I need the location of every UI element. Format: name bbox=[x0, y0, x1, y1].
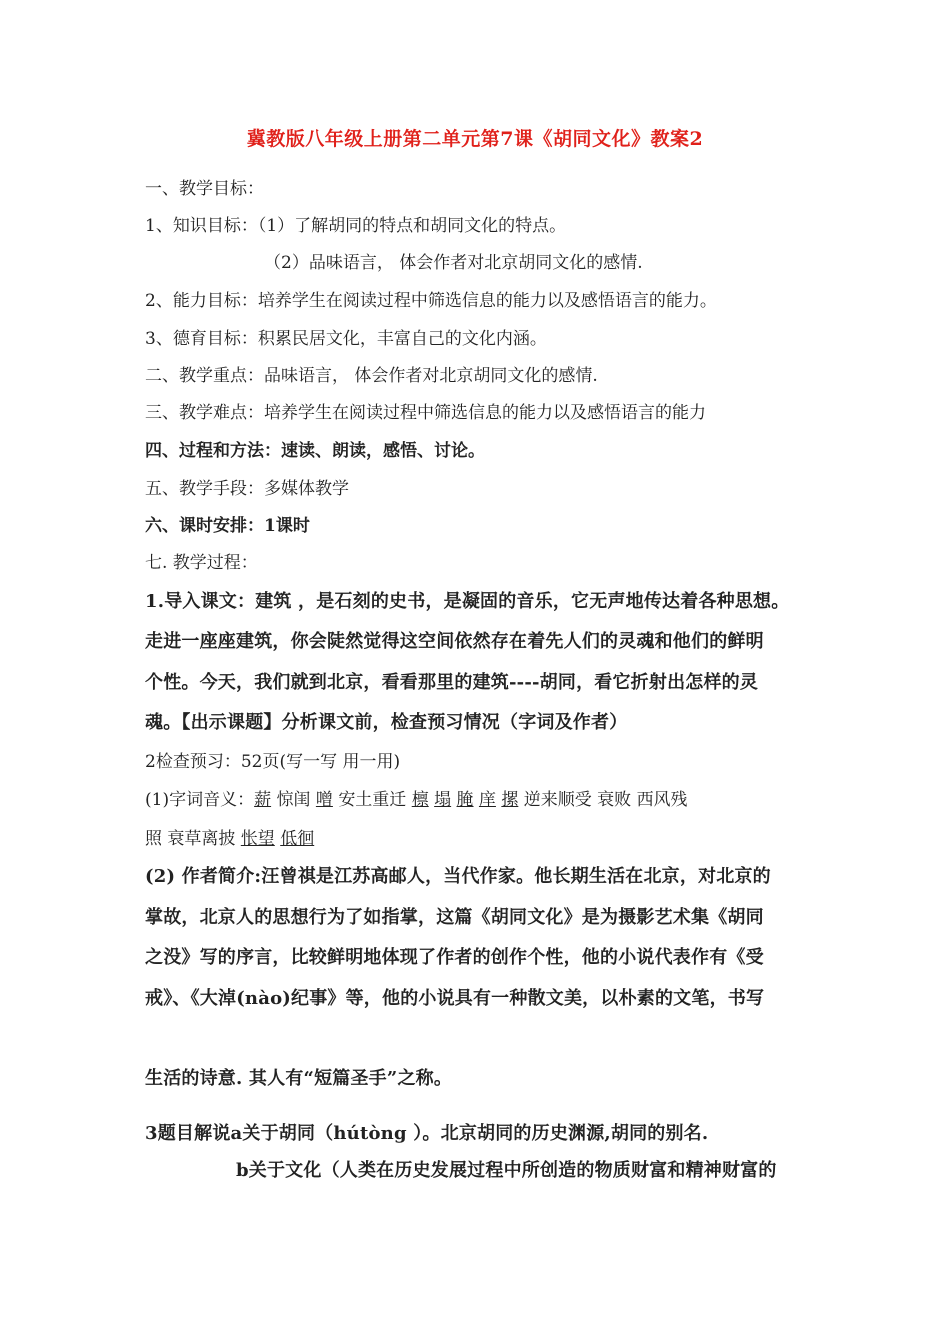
vocabulary-word: 怅望 bbox=[240, 829, 275, 849]
vocabulary-word: 安土重迁 bbox=[338, 790, 407, 810]
title-explanation-line-2: b关于文化（人类在历史发展过程中所创造的物质财富和精神财富的 bbox=[236, 1160, 777, 1181]
vocabulary-word: 照 bbox=[145, 829, 162, 849]
intro-paragraph-line-3: 个性。今天，我们就到北京，看看那里的建筑----胡同，看它折射出怎样的灵 bbox=[145, 672, 759, 693]
vocabulary-word: 衰败 bbox=[597, 790, 632, 810]
vocabulary-word: 腌 bbox=[456, 790, 474, 810]
vocabulary-word: 逆来顺受 bbox=[523, 790, 592, 810]
author-intro-line-3: 之没》写的序言，比较鲜明地体现了作者的创作个性，他的小说代表作有《受 bbox=[145, 947, 764, 968]
process-heading: 七. 教学过程： bbox=[145, 553, 258, 573]
vocabulary-word: 塌 bbox=[434, 790, 452, 810]
intro-paragraph-line-4: 魂。【出示课题】分析课文前，检查预习情况（字词及作者） bbox=[145, 712, 628, 733]
knowledge-objective-1: 1、知识目标：（1）了解胡同的特点和胡同文化的特点。 bbox=[145, 216, 567, 236]
ability-objective: 2、能力目标：培养学生在阅读过程中筛选信息的能力以及感悟语言的能力。 bbox=[145, 291, 717, 311]
moral-objective: 3、德育目标：积累民居文化，丰富自己的文化内涵。 bbox=[145, 329, 547, 349]
vocabulary-word: 薪 bbox=[254, 790, 272, 810]
process-and-method: 四、过程和方法：速读、朗读，感悟、讨论。 bbox=[145, 441, 485, 461]
author-intro-line-2: 掌故，北京人的思想行为了如指掌，这篇《胡同文化》是为摄影艺术集《胡同 bbox=[145, 907, 764, 928]
vocabulary-line-2 bbox=[145, 826, 314, 852]
vocabulary-word: 噌 bbox=[315, 790, 333, 810]
vocabulary-word: 惊闺 bbox=[276, 790, 311, 810]
vocabulary-word: 摞 bbox=[501, 790, 519, 810]
objectives-heading: 一、教学目标： bbox=[145, 179, 264, 199]
vocabulary-word: 庠 bbox=[478, 790, 496, 810]
vocabulary-label: (1)字词音义： bbox=[145, 790, 255, 810]
intro-paragraph-line-1: 1.导入课文：建筑 ，是石刻的史书，是凝固的音乐，它无声地传达着各种思想。 bbox=[145, 591, 790, 612]
intro-paragraph-line-2: 走进一座座建筑，你会陡然觉得这空间依然存在着先人们的灵魂和他们的鲜明 bbox=[145, 631, 764, 652]
author-intro-line-1: (2) 作者简介:汪曾祺是江苏高邮人，当代作家。他长期生活在北京，对北京的 bbox=[145, 866, 771, 887]
vocabulary-word: 低徊 bbox=[280, 829, 315, 849]
teaching-difficulty: 三、教学难点：培养学生在阅读过程中筛选信息的能力以及感悟语言的能力 bbox=[145, 403, 706, 423]
vocabulary-line-1 bbox=[145, 787, 688, 813]
teaching-means: 五、教学手段：多媒体教学 bbox=[145, 479, 349, 499]
teaching-key-point: 二、教学重点：品味语言， 体会作者对北京胡同文化的感情. bbox=[145, 366, 598, 386]
knowledge-objective-2: （2）品味语言， 体会作者对北京胡同文化的感情. bbox=[264, 253, 643, 273]
vocabulary-word: 檩 bbox=[411, 790, 429, 810]
class-schedule: 六、课时安排：1课时 bbox=[145, 516, 310, 536]
title-explanation-line-1: 3题目解说a关于胡同（hútòng ）。北京胡同的历史渊源,胡同的别名. bbox=[145, 1123, 709, 1144]
author-intro-line-5: 生活的诗意. 其人有“短篇圣手”之称。 bbox=[145, 1068, 453, 1089]
author-intro-line-4: 戒》、《大淖(nào)纪事》等，他的小说具有一种散文美，以朴素的文笔，书写 bbox=[145, 988, 765, 1009]
vocabulary-word: 衰草离披 bbox=[167, 829, 236, 849]
vocabulary-word: 西风残 bbox=[636, 790, 688, 810]
document-title: 冀教版八年级上册第二单元第7课《胡同文化》教案2 bbox=[246, 128, 704, 150]
preview-check: 2检查预习：52页(写一写 用一用) bbox=[145, 752, 401, 772]
